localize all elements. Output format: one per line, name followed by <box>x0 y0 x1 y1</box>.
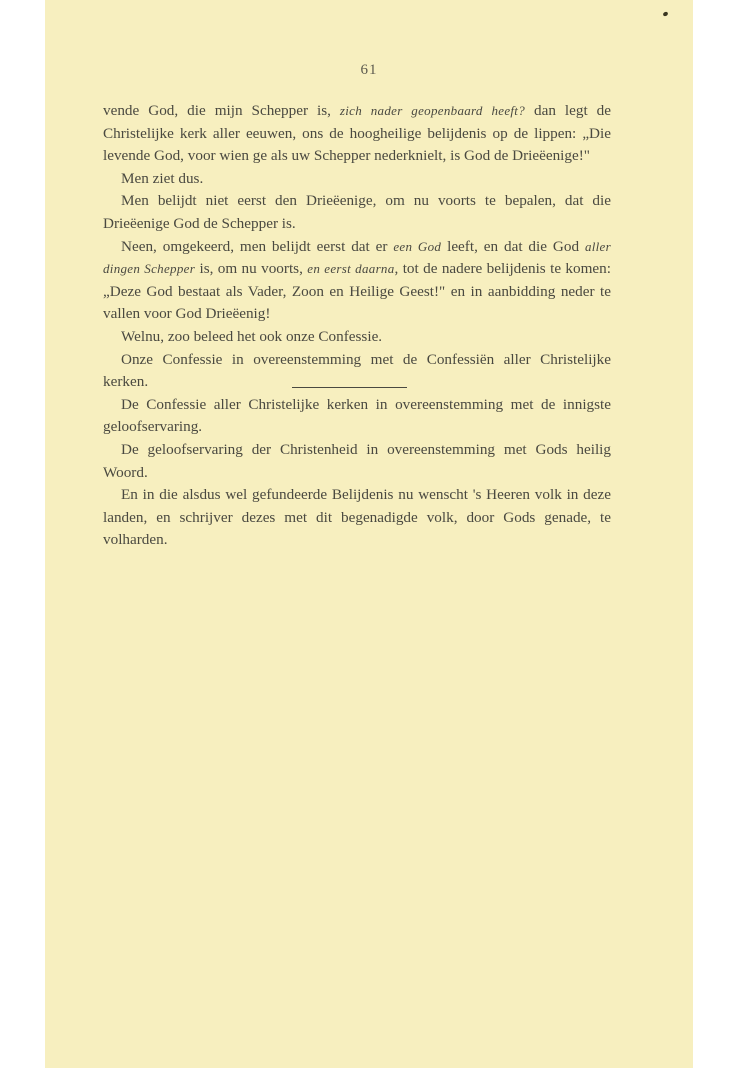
end-rule <box>292 387 407 388</box>
paragraph <box>103 484 611 552</box>
paragraph <box>103 168 611 191</box>
text-run: Neen, omgekeerd, men belijdt eerst dat er <box>121 237 394 255</box>
italic-phrase: aller dingen Schepper <box>103 238 611 277</box>
paragraph <box>103 236 611 326</box>
paragraph <box>103 326 611 349</box>
italic-phrase: en eerst daarna <box>307 261 395 277</box>
paragraph <box>103 100 611 168</box>
text-run: dan legt de Christelijke kerk aller eeuwen, ons de hoogheilige belijdenis op de lippen: „Die levende God, voor wien ge als uw Schepper nederknielt, is God de Drieëenige!" <box>103 102 611 165</box>
paragraph <box>103 190 611 235</box>
italic-phrase: zich nader geopenbaard heeft? <box>339 103 526 118</box>
book-page <box>45 0 693 1068</box>
text-run: leeft, en dat die God <box>441 237 585 255</box>
text-run: De geloofservaring der Christenheid in overeenstemming met Gods heilig Woord. <box>103 440 611 481</box>
text-run: Onze Confessie in overeenstemming met de Confessiën aller Christelijke kerken. <box>103 350 611 391</box>
paragraph <box>103 439 611 484</box>
text-run: Men belijdt niet eerst den Drieëenige, om nu voorts te bepalen, dat die Drieëenige God de Schepper is. <box>103 192 611 232</box>
body-text <box>103 100 611 552</box>
page-number: 61 <box>360 62 378 78</box>
ink-spot <box>662 11 668 17</box>
paragraph <box>103 394 611 439</box>
text-run: Welnu, zoo beleed het ook onze Confessie. <box>121 327 383 345</box>
text-run: De Confessie aller Christelijke kerken in overeenstemming met de innigste geloofservaring. <box>103 395 611 436</box>
text-run: vende God, die mijn Schepper is, <box>103 102 340 119</box>
text-run: , tot de nadere belijdenis te komen: „Deze God bestaat als Vader, Zoon en Heilige Geest!" en in aanbidding neder te vallen voor God Drieëenig! <box>103 260 611 323</box>
text-run: En in die alsdus wel gefundeerde Belijdenis nu wenscht 's Heeren volk in deze landen, en schrijver dezes met dit begenadigde volk, door Gods genade, te volharden. <box>103 486 611 549</box>
text-run: is, om nu voorts, <box>195 260 308 278</box>
text-run: Men ziet dus. <box>121 169 204 187</box>
italic-phrase: een God <box>393 238 442 254</box>
